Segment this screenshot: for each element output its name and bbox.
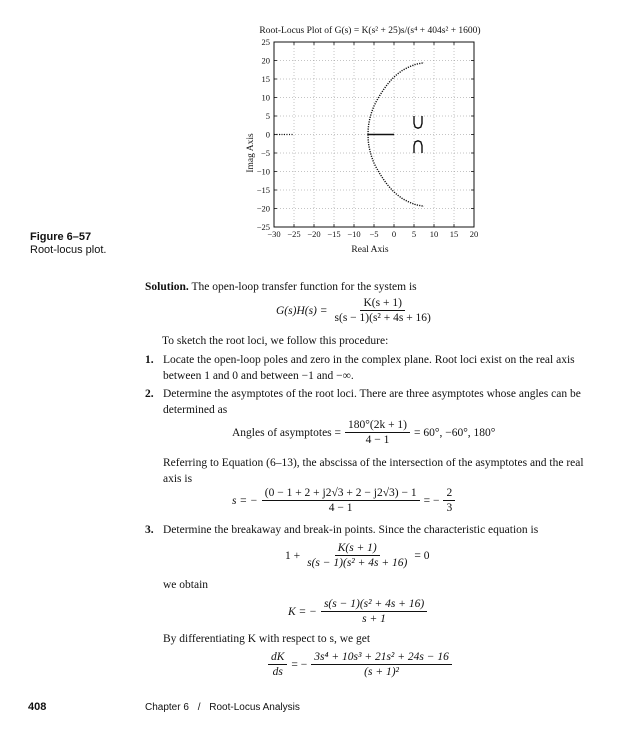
item-3-number: 3.: [145, 524, 154, 536]
chart-title: Root-Locus Plot of G(s) = K(s² + 25)s/(s⁴ + 404s² + 1600): [259, 26, 481, 36]
eq-sigma-fraction: [262, 487, 420, 514]
item-2-text: Determine the asymptotes of the root loci. There are three asymptotes whose angles can be determined as: [163, 388, 581, 416]
abscissa-text: Referring to Equation (6–13), the abscissa of the intersection of the asymptotes and the real axis is: [163, 457, 584, 485]
footer-chapter: Chapter 6: [145, 702, 189, 713]
locus-lower-arc: [368, 135, 424, 207]
eq-sigma-res-den: 3: [446, 502, 453, 514]
equation-sigma: [232, 487, 455, 514]
x-tick-label: 0: [391, 229, 397, 239]
eq-char-fraction: [304, 542, 410, 569]
item-2: [145, 386, 585, 418]
y-tick-label: −25: [256, 222, 270, 232]
item-2-number: 2.: [145, 388, 154, 400]
eq-dk-fraction: [311, 651, 452, 678]
eq-dk-eq: = −: [291, 658, 308, 671]
locus-upper-arc: [368, 63, 424, 135]
y-tick-label: −15: [256, 185, 270, 195]
eq-dk-lhs-num: dK: [268, 651, 287, 665]
y-tick-label: −20: [256, 203, 270, 214]
eq-char-den: s(s − 1)(s² + 4s + 16): [307, 557, 408, 569]
locus-upper-u: [414, 116, 422, 128]
y-tick-label: 20: [261, 55, 270, 66]
root-locus-chart: [225, 20, 495, 258]
item-3: [145, 522, 585, 538]
eq-asym-fraction: [345, 419, 410, 446]
figure-caption: Root-locus plot.: [30, 244, 107, 256]
figure-label: Figure 6–57: [30, 231, 92, 243]
eq-dk-num: 3s⁴ + 10s³ + 21s² + 24s − 16: [311, 651, 452, 665]
x-tick-label: −10: [347, 229, 361, 239]
locus-lower-u: [414, 141, 422, 153]
eq-sigma-res-num: 2: [443, 487, 455, 501]
chart-xlabel: Real Axis: [351, 245, 389, 255]
y-tick-label: 0: [265, 129, 270, 140]
equation-gh: [276, 297, 434, 324]
eq-char-rhs: = 0: [414, 549, 430, 562]
equation-dk: [268, 651, 452, 678]
y-tick-label: −10: [256, 166, 270, 177]
eq-sigma-lhs: s = −: [232, 494, 258, 507]
eq-gh-den: s(s − 1)(s² + 4s + 16): [334, 312, 431, 324]
eq-sigma-num: (0 − 1 + 2 + j2√3 + 2 − j2√3) − 1: [262, 487, 420, 501]
eq-asym-lhs: Angles of asymptotes =: [232, 426, 342, 439]
eq-k-lhs: K = −: [288, 605, 317, 618]
eq-gh-lhs: G(s)H(s) =: [276, 304, 328, 317]
page-number: 408: [28, 701, 47, 713]
item-1: [145, 352, 585, 384]
running-footer: [145, 702, 300, 713]
x-tick-label: −30: [267, 229, 281, 239]
y-tick-label: 25: [261, 37, 270, 47]
x-tick-label: 15: [449, 229, 459, 239]
eq-asym-num: 180°(2k + 1): [345, 419, 410, 433]
procedure-text: To sketch the root loci, we follow this procedure:: [162, 335, 389, 347]
solution-lead: Solution.: [145, 281, 189, 293]
eq-char-lhs: 1 +: [285, 549, 301, 562]
eq-k-num: s(s − 1)(s² + 4s + 16): [321, 598, 427, 612]
equation-k: [288, 598, 427, 625]
eq-asym-rhs: = 60°, −60°, 180°: [414, 426, 496, 439]
footer-separator: /: [197, 702, 201, 713]
eq-sigma-eq: = −: [423, 494, 440, 507]
y-tick-label: 5: [265, 111, 270, 121]
eq-dk-lhs: [268, 651, 287, 678]
eq-gh-num: K(s + 1): [360, 297, 404, 311]
eq-sigma-den: 4 − 1: [328, 502, 353, 514]
item-1-text: Locate the open-loop poles and zero in the complex plane. Root loci exist on the real axis between 1 and 0 and between −1 and −∞.: [163, 354, 575, 382]
equation-asymptotes: [232, 419, 495, 446]
eq-gh-fraction: [332, 297, 434, 324]
x-tick-label: 20: [469, 229, 479, 239]
y-tick-label: −5: [260, 148, 270, 158]
eq-char-num: K(s + 1): [335, 542, 380, 556]
x-tick-label: −5: [369, 229, 379, 239]
eq-dk-lhs-den: ds: [272, 666, 283, 678]
y-tick-label: 15: [261, 74, 270, 84]
eq-k-den: s + 1: [362, 613, 386, 625]
chart-ylabel: Imag Axis: [246, 133, 256, 173]
x-tick-label: −15: [327, 229, 341, 239]
solution-intro-text: The open-loop transfer function for the system is: [191, 281, 417, 293]
footer-section: Root-Locus Analysis: [209, 702, 300, 713]
eq-dk-den: (s + 1)²: [364, 666, 399, 678]
solution-intro: [145, 279, 417, 295]
y-tick-label: 10: [261, 92, 270, 103]
x-tick-label: −25: [287, 229, 301, 239]
equation-characteristic: [285, 542, 429, 569]
we-obtain-text: we obtain: [163, 579, 209, 591]
eq-asym-den: 4 − 1: [365, 434, 390, 446]
item-1-number: 1.: [145, 354, 154, 366]
eq-sigma-result: [443, 487, 455, 514]
differentiating-text: By differentiating K with respect to s, we get: [163, 633, 371, 645]
x-tick-label: 10: [429, 229, 439, 239]
x-tick-label: −20: [307, 229, 321, 239]
x-tick-label: 5: [411, 229, 417, 239]
item-3-text: Determine the breakaway and break-in points. Since the characteristic equation is: [163, 524, 539, 536]
eq-k-fraction: [321, 598, 427, 625]
